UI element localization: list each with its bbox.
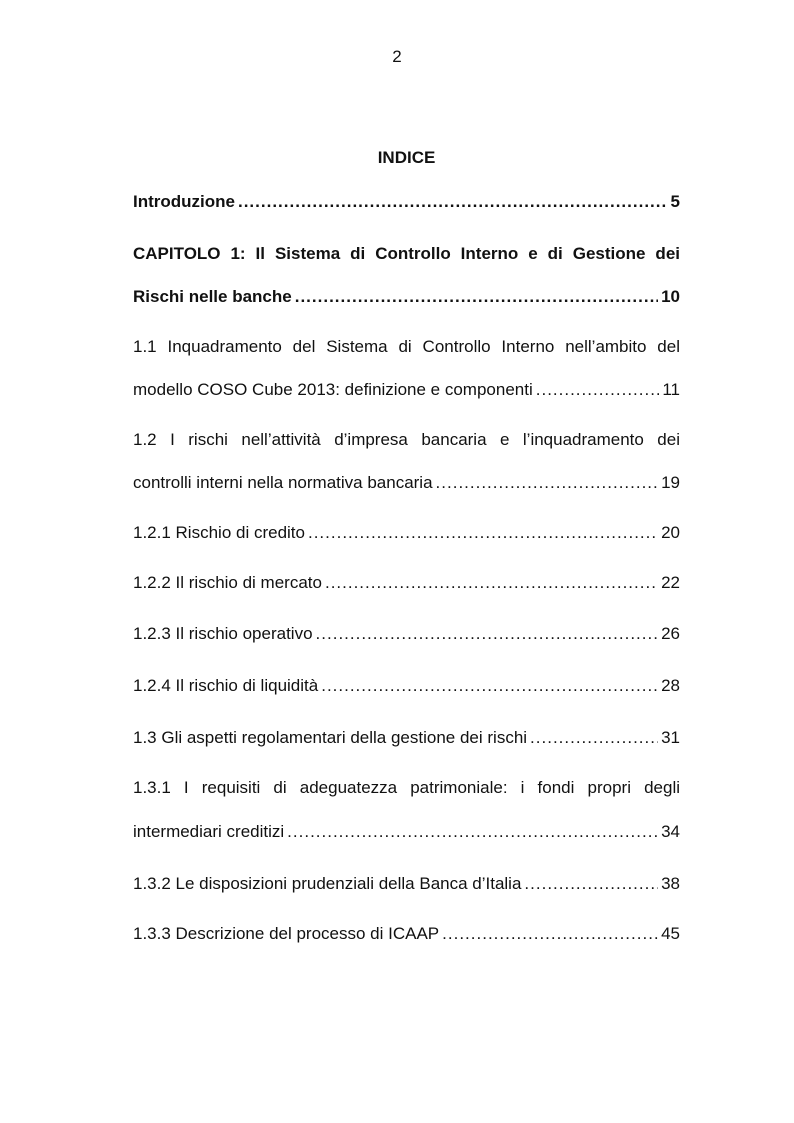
toc-entry-text: intermediari creditizi — [133, 822, 285, 841]
dot-leader — [325, 571, 658, 595]
toc-entry-text: modello COSO Cube 2013: definizione e componenti — [133, 380, 533, 399]
toc-entry-1-3[interactable] — [133, 726, 680, 750]
dot-leader — [524, 872, 658, 896]
toc-entry-text: 1.3.2 Le disposizioni prudenziali della Banca d’Italia — [133, 874, 522, 893]
toc-entry-text: 1.2.3 Il rischio operativo — [133, 624, 313, 643]
toc-entry-text: 1.1 Inquadramento del Sistema di Controllo Interno nell’ambito del — [133, 337, 680, 356]
toc-entry-text: 1.3 Gli aspetti regolamentari della gestione dei rischi — [133, 728, 528, 747]
toc-entry-text: Rischi nelle banche — [133, 287, 292, 306]
toc-entry-1-2-2[interactable] — [133, 571, 680, 595]
page-number: 2 — [392, 47, 402, 66]
toc-entry-text: 1.3.1 I requisiti di adeguatezza patrimoniale: i fondi propri degli — [133, 778, 680, 797]
toc-entry-page: 26 — [661, 624, 680, 643]
toc-entry-page: 5 — [670, 192, 680, 211]
dot-leader — [238, 190, 668, 214]
dot-leader — [321, 674, 658, 698]
toc-entry-1-2-3[interactable] — [133, 622, 680, 646]
dot-leader — [530, 726, 658, 750]
toc-entry-page: 31 — [661, 728, 680, 747]
dot-leader — [316, 622, 659, 646]
toc-entry-capitolo-1-line-1[interactable] — [133, 242, 680, 266]
toc-entry-text: controlli interni nella normativa bancaria — [133, 473, 433, 492]
toc-entry-page: 11 — [662, 380, 680, 399]
toc-entry-1-3-1-line-2[interactable] — [133, 820, 680, 844]
toc-entry-text: 1.3.3 Descrizione del processo di ICAAP — [133, 924, 440, 943]
toc-entry-page: 45 — [661, 924, 680, 943]
toc-entry-1-3-1-line-1[interactable] — [133, 776, 680, 800]
toc-entry-1-2-1[interactable] — [133, 521, 680, 545]
toc-entry-1-1-line-1[interactable] — [133, 335, 680, 359]
toc-entry-page: 10 — [661, 287, 680, 306]
toc-entry-1-2-line-1[interactable] — [133, 428, 680, 452]
toc-entry-1-2-4[interactable] — [133, 674, 680, 698]
dot-leader — [287, 820, 658, 844]
dot-leader — [536, 378, 660, 402]
toc-entry-1-3-2[interactable] — [133, 872, 680, 896]
dot-leader — [436, 471, 659, 495]
dot-leader — [295, 285, 658, 309]
toc-entry-text: 1.2.4 Il rischio di liquidità — [133, 676, 319, 695]
toc-entry-page: 34 — [661, 822, 680, 841]
toc-entry-capitolo-1-line-2[interactable] — [133, 285, 680, 309]
page-title: INDICE — [377, 148, 436, 167]
toc-entry-1-3-3[interactable] — [133, 922, 680, 946]
toc-entry-introduzione[interactable] — [133, 190, 680, 214]
toc-entry-page: 38 — [661, 874, 680, 893]
toc-entry-text: CAPITOLO 1: Il Sistema di Controllo Interno e di Gestione dei — [133, 244, 680, 263]
toc-entry-page: 28 — [661, 676, 680, 695]
dot-leader — [308, 521, 658, 545]
toc-entry-1-1-line-2[interactable] — [133, 378, 680, 402]
dot-leader — [442, 922, 658, 946]
toc-entry-page: 19 — [661, 473, 680, 492]
toc-entry-text: 1.2.2 Il rischio di mercato — [133, 573, 322, 592]
toc-entry-text: 1.2.1 Rischio di credito — [133, 523, 305, 542]
toc-entry-text: Introduzione — [133, 192, 235, 211]
toc-entry-1-2-line-2[interactable] — [133, 471, 680, 495]
toc-entry-page: 22 — [661, 573, 680, 592]
toc-entry-page: 20 — [661, 523, 680, 542]
toc-entry-text: 1.2 I rischi nell’attività d’impresa bancaria e l’inquadramento dei — [133, 430, 680, 449]
